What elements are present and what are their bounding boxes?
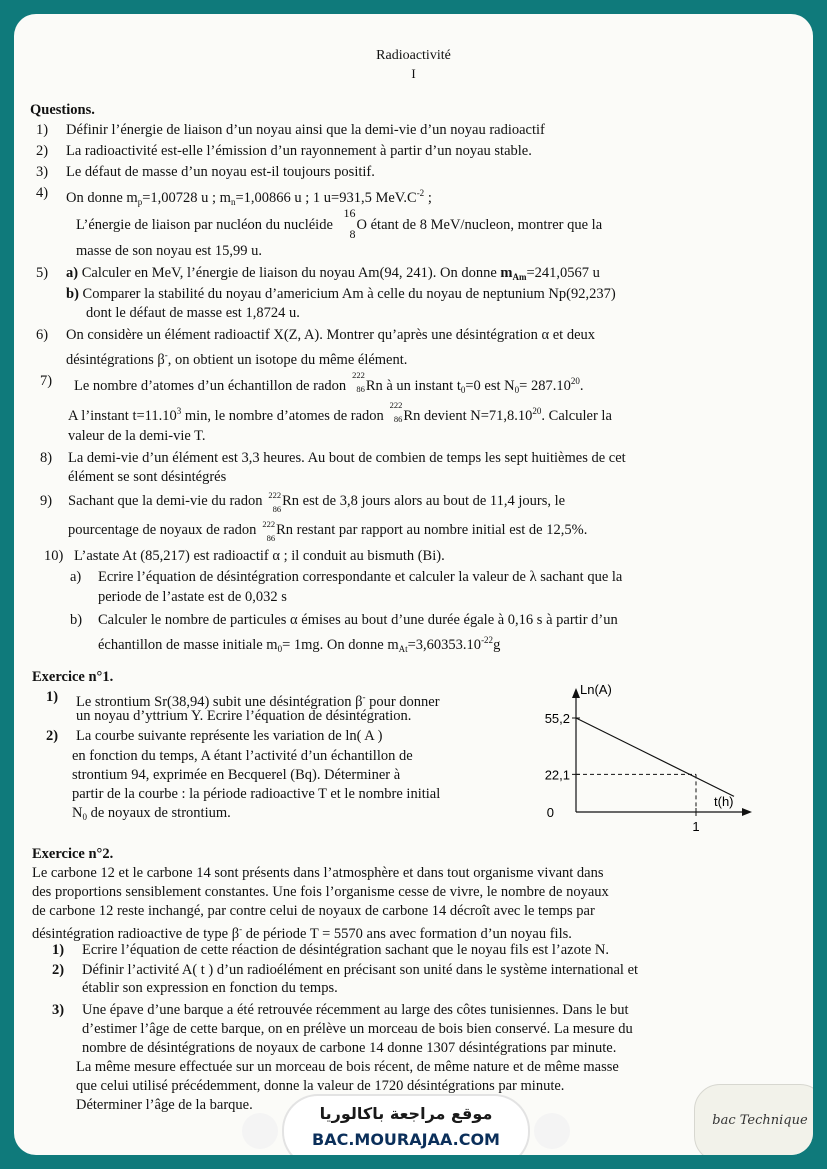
q4-text-d: ; <box>424 190 432 206</box>
q7-n0-sub: 0 <box>514 385 520 395</box>
q7-l2-text-c: devient N=71,8.10 <box>423 408 533 424</box>
ex1-n0-symbol: N <box>72 805 83 821</box>
ex2-item3-number: 3) <box>52 1002 65 1018</box>
q10b-label: b) <box>70 612 83 628</box>
q4-sub-n: n <box>230 197 236 207</box>
ex1-item2-number: 2) <box>46 728 59 744</box>
q7-number: 7) <box>40 373 53 389</box>
q5b-line-2: dont le défaut de masse est 1,8724 u. <box>86 305 300 321</box>
rn-mass-number-4: 222 <box>262 519 276 529</box>
ln-a-line <box>576 718 734 796</box>
radon-isotope <box>350 370 366 394</box>
document-page <box>14 14 813 1155</box>
bac-technique-label: bac Technique <box>712 1113 808 1128</box>
q9-text-b: est de 3,8 jours alors au bout de 11,4 jours, le <box>302 493 566 509</box>
exercise1-heading: Exercice n°1. <box>32 669 114 685</box>
q5-number: 5) <box>36 265 49 281</box>
q6-number: 6) <box>36 327 49 343</box>
ex2-item3-line-5: que celui utilisé précédemment, donne la valeur de 1720 désintégrations par minute. <box>76 1078 565 1094</box>
rn-atomic-number-3: 86 <box>272 504 282 514</box>
ln-activity-chart <box>524 680 764 840</box>
q5a-value: =241,0567 u <box>526 265 600 281</box>
o-symbol: O <box>356 217 367 233</box>
q5a-m: m <box>500 265 513 281</box>
q1-number: 1) <box>36 122 49 138</box>
q4-l2-text-a: L’énergie de liaison par nucléon du nucléide <box>76 217 333 233</box>
rn-symbol: Rn <box>365 378 383 394</box>
ex1-i1-text-b: pour donner <box>365 694 440 710</box>
q4-sub-p: p <box>137 197 143 207</box>
ex2-item3-line-3: nombre de désintégrations de noyaux de carbone 14 donne 1307 désintégrations par minute. <box>82 1040 617 1056</box>
ex2-p4-sup: - <box>239 924 243 934</box>
ex1-item2-line-3: strontium 94, exprimée en Becquerel (Bq). Déterminer à <box>72 767 401 783</box>
rn-mass-number-3: 222 <box>268 490 282 500</box>
ex2-item1-text: Ecrire l’équation de cette réaction de désintégration sachant que le noyau fils est l’azote N. <box>82 942 610 958</box>
q7-text-b: à un instant t <box>386 378 461 394</box>
site-badge[interactable] <box>284 1096 528 1155</box>
page-number: I <box>411 66 416 81</box>
q10b-exp: -22 <box>481 635 494 645</box>
o-atomic-number: 8 <box>349 227 356 241</box>
ex1-i1-sup: - <box>362 692 366 702</box>
q7-l2-text-b: min, le nombre d’atomes de radon <box>184 408 384 424</box>
ex2-para-line-1: Le carbone 12 et le carbone 14 sont présents dans l’atmosphère et dans tout organisme vivant dans <box>32 865 604 881</box>
q7-text-c: =0 est N <box>465 378 515 394</box>
ex2-p4-text-a: désintégration radioactive de type β <box>32 926 240 942</box>
q7-l2-exp: 3 <box>176 406 182 416</box>
rn-mass-number-2: 222 <box>389 400 403 410</box>
q5a-sub: Am <box>512 272 527 282</box>
rn-mass-number: 222 <box>352 370 365 380</box>
ex2-item2-number: 2) <box>52 962 65 978</box>
radon-isotope-4 <box>260 519 276 543</box>
origin-label: 0 <box>546 805 554 820</box>
q7-l2-text-d: . Calculer la <box>541 408 612 424</box>
radon-isotope-3 <box>266 490 282 514</box>
q8-number: 8) <box>40 450 53 466</box>
q3-text: Le défaut de masse d’un noyau est-il toujours positif. <box>66 164 375 180</box>
rn-atomic-number: 86 <box>356 384 365 394</box>
ex1-item1-line-2: un noyau d’yttrium Y. Ecrire l’équation de désintégration. <box>76 708 412 724</box>
ex1-item2-line-5 <box>72 805 231 826</box>
rn-symbol-4: Rn <box>276 522 293 538</box>
x-axis-label: t(h) <box>714 794 734 809</box>
q1-text: Définir l’énergie de liaison d’un noyau ainsi que la demi-vie d’un noyau radioactif <box>66 122 545 138</box>
q4-line-2 <box>76 206 603 241</box>
q4-line-3: masse de son noyau est 15,99 u. <box>76 243 263 259</box>
ex2-item2-line-1: Définir l’activité A( t ) d’un radioélément en précisant son unité dans le système international et <box>82 962 639 978</box>
rn-symbol-2: Rn <box>403 408 421 424</box>
questions-heading: Questions. <box>30 102 95 118</box>
q10a-label: a) <box>70 569 82 585</box>
x-axis-arrow <box>742 808 752 816</box>
q6-line-1: On considère un élément radioactif X(Z, A). Montrer qu’après une désintégration α et deux <box>66 327 596 343</box>
ex1-item2-line-4: partir de la courbe : la période radioactive T et le nombre initial <box>72 786 441 802</box>
q7-text-d: = 287.10 <box>519 378 571 394</box>
q9-number: 9) <box>40 493 53 509</box>
radon-isotope-2 <box>387 400 403 424</box>
ex1-i1-text-a: Le strontium Sr(38,94) subit une désintégration β <box>76 694 363 710</box>
q10a-line-2: periode de l’astate est de 0,032 s <box>98 589 287 605</box>
q8-line-2: élément se sont désintégrés <box>68 469 227 485</box>
q5a-text: Calculer en MeV, l’énergie de liaison du noyau Am(94, 241). On donne <box>81 265 497 281</box>
q3-number: 3) <box>36 164 49 180</box>
q10b-sub2: At <box>398 644 408 654</box>
q4-text-c: =1,00866 u ; 1 u=931,5 MeV.C <box>235 190 417 206</box>
q10b-text-d: g <box>493 637 501 653</box>
q2-number: 2) <box>36 143 49 159</box>
y-tick-label-2: 22,1 <box>544 767 570 783</box>
site-name-arabic: موقع مراجعة باكالوريا <box>319 1104 493 1123</box>
q10b-text-a: échantillon de masse initiale m <box>98 637 278 653</box>
q6-text-a: désintégrations β <box>66 352 165 368</box>
ex2-item3-line-1: Une épave d’une barque a été retrouvée récemment au large des côtes tunisiennes. Dans le but <box>82 1002 629 1018</box>
q7-line-3: valeur de la demi-vie T. <box>68 428 206 444</box>
q4-text-a: On donne m <box>66 190 138 206</box>
o-mass-number: 16 <box>343 206 356 220</box>
q10-line-1: L’astate At (85,217) est radioactif α ; il conduit au bismuth (Bi). <box>74 548 445 564</box>
exercise2-heading: Exercice n°2. <box>32 846 114 862</box>
q7-exp: 20 <box>570 376 580 386</box>
rn-symbol-3: Rn <box>282 493 300 509</box>
q10b-text-b: = 1mg. On donne m <box>282 637 399 653</box>
ex2-para-line-4 <box>32 921 572 943</box>
q4-exp: -2 <box>416 188 425 198</box>
q10b-line-1: Calculer le nombre de particules α émises au bout d’une durée égale à 0,16 s à partir d’un <box>98 612 618 628</box>
q10b-sub: 0 <box>277 644 283 654</box>
ex2-item3-line-4: La même mesure effectuée sur un morceau de bois récent, de même nature et de même masse <box>76 1059 619 1075</box>
q7-line-2 <box>68 400 612 425</box>
site-logo-right-icon <box>534 1113 570 1149</box>
q9-l2-text-b: restant par rapport au nombre initial est de 12,5%. <box>296 522 588 538</box>
q5b-label: b) <box>66 286 79 302</box>
ex2-item3-line-6: Déterminer l’âge de la barque. <box>76 1097 253 1113</box>
q7-l2-exp2: 20 <box>532 406 542 416</box>
ex1-item2-line-1: La courbe suivante représente les variation de ln( A ) <box>76 728 383 744</box>
q8-line-1: La demi-vie d’un élément est 3,3 heures. Au bout de combien de temps les sept huitièmes de cet <box>68 450 626 466</box>
q10b-line-2 <box>98 632 500 658</box>
rn-atomic-number-4: 86 <box>266 533 276 543</box>
x-tick-label-1: 1 <box>692 819 700 834</box>
q4-l2-text-b: étant de 8 MeV/nucleon, montrer que la <box>370 217 603 233</box>
y-axis-label: Ln(A) <box>580 682 612 697</box>
q7-l2-text-a: A l’instant t=11.10 <box>68 408 177 424</box>
oxygen-isotope <box>337 206 357 241</box>
site-url[interactable]: BAC.MOURAJAA.COM <box>312 1130 500 1149</box>
ex1-n0-text: de noyaux de strontium. <box>86 805 231 821</box>
rn-atomic-number-2: 86 <box>393 414 403 424</box>
y-tick-label-1: 55,2 <box>544 711 570 726</box>
bac-technique-badge <box>694 1084 813 1155</box>
q10a-line-1: Ecrire l’équation de désintégration correspondante et calculer la valeur de λ sachant que la <box>98 569 623 585</box>
ex1-item2-line-2: en fonction du temps, A étant l’activité d’un échantillon de <box>72 748 413 764</box>
q2-text: La radioactivité est-elle l’émission d’un rayonnement à partir d’un noyau stable. <box>66 143 532 159</box>
site-logo-left-icon <box>242 1113 278 1149</box>
q7-line-1 <box>74 370 584 399</box>
q5a-line <box>66 265 600 286</box>
q4-text-b: =1,00728 u ; m <box>142 190 231 206</box>
q6-text-b: , on obtient un isotope du même élément. <box>167 352 408 368</box>
q9-line-1 <box>68 490 566 514</box>
q6-beta-sup: - <box>164 350 168 360</box>
q7-t0-sub: 0 <box>460 385 466 395</box>
q7-text-a: Le nombre d’atomes d’un échantillon de radon <box>74 378 347 394</box>
q4-line-1 <box>66 185 432 211</box>
ex1-item1-number: 1) <box>46 689 59 705</box>
q4-number: 4) <box>36 185 49 201</box>
q9-line-2 <box>68 519 588 543</box>
page-title: Radioactivité <box>376 48 451 63</box>
ex1-n0-sub: 0 <box>82 812 87 822</box>
q7-text-e: . <box>579 378 584 394</box>
q6-line-2 <box>66 347 407 369</box>
q9-text-a: Sachant que la demi-vie du radon <box>68 493 263 509</box>
q5a-label: a) <box>66 265 79 281</box>
y-axis-arrow <box>572 688 580 698</box>
ex2-item2-line-2: établir son expression en fonction du temps. <box>82 980 338 996</box>
ex2-item3-line-2: d’estimer l’âge de cette barque, on en prélève un morceau de bois bien conservé. La mesure du <box>82 1021 633 1037</box>
ex2-para-line-2: des proportions sensiblement constantes. Une fois l’organisme cesse de vivre, le nombre de noyaux <box>32 884 609 900</box>
q9-l2-text-a: pourcentage de noyaux de radon <box>68 522 257 538</box>
ex2-p4-text-b: de période T = 5570 ans avec formation d’un noyau fils. <box>242 926 572 942</box>
q10-number: 10) <box>44 548 64 564</box>
ex2-para-line-3: de carbone 12 reste inchangé, par contre celui de noyaux de carbone 14 décroît avec le temps par <box>32 903 595 919</box>
q5b-text: Comparer la stabilité du noyau d’americium Am à celle du noyau de neptunium Np(92,237) <box>82 286 616 302</box>
q10b-text-c: =3,60353.10 <box>407 637 482 653</box>
q5b-line <box>66 286 616 303</box>
ex2-item1-number: 1) <box>52 942 65 958</box>
